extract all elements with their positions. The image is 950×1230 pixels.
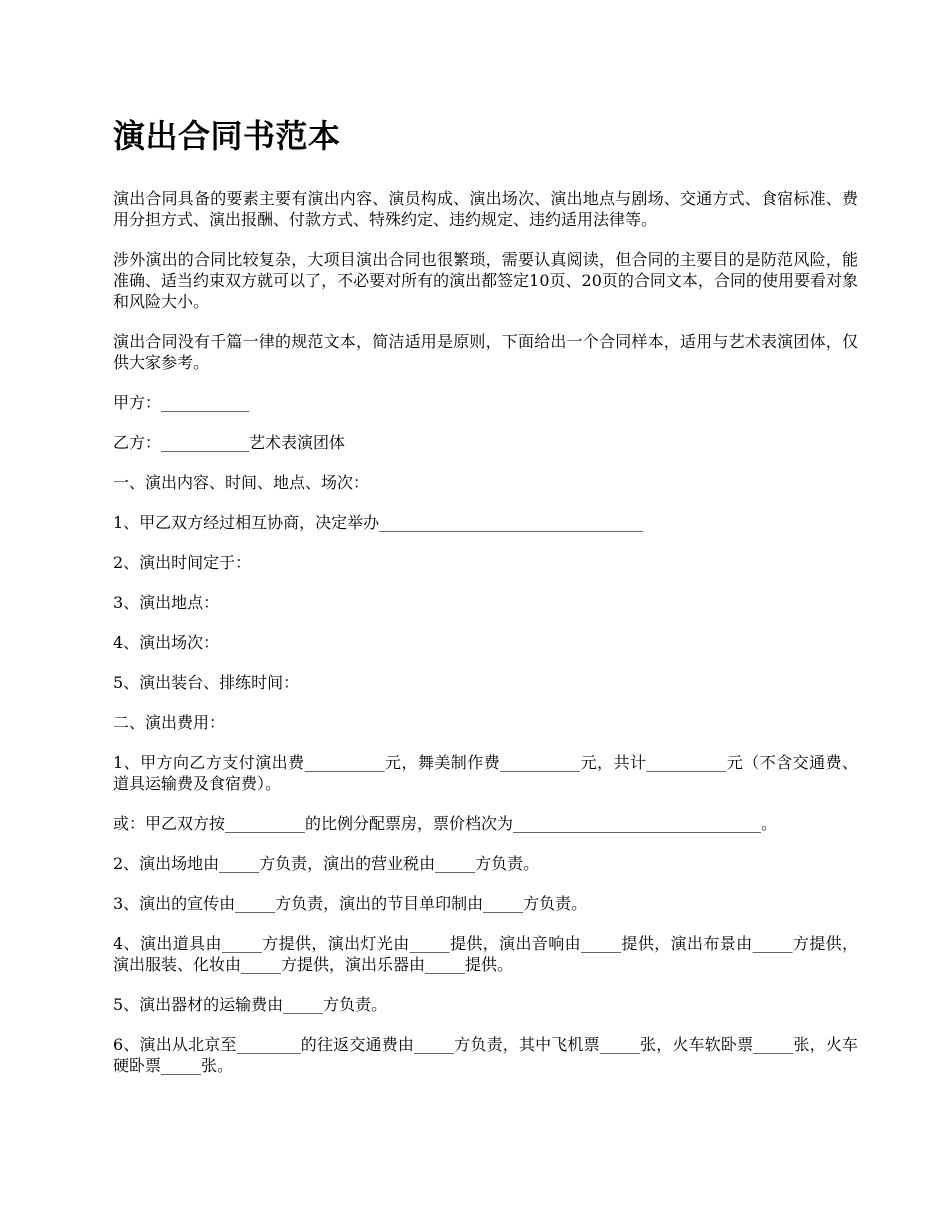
document-page [113, 112, 858, 1095]
clause-2-4: 4、演出道具由_____方提供，演出灯光由_____提供，演出音响由_____提供，演出布景由_____方提供，演出服装、化妆由_____方提供，演出乐器由_____提供。 [113, 934, 858, 974]
clause-2-1: 1、甲方向乙方支付演出费__________元，舞美制作费__________元，共计__________元（不含交通费、道具运输费及食宿费）。 [113, 753, 858, 793]
clause-1-2: 2、演出时间定于： [113, 553, 252, 572]
section-1-heading: 一、演出内容、时间、地点、场次： [113, 473, 370, 492]
clause-2-2: 2、演出场地由_____方负责，演出的营业税由_____方负责。 [113, 854, 540, 873]
section-2-heading: 二、演出费用： [113, 713, 226, 732]
intro-paragraph-3: 演出合同没有千篇一律的规范文本，简洁适用是原则，下面给出一个合同样本，适用与艺术表演团体，仅供大家参考。 [113, 332, 858, 372]
clause-1-1: 1、甲乙双方经过相互协商，决定举办_________________________________ [113, 513, 644, 532]
clause-1-3: 3、演出地点： [113, 593, 220, 612]
party-b-line: 乙方：___________艺术表演团体 [113, 433, 346, 452]
clause-1-4: 4、演出场次： [113, 633, 220, 652]
clause-2-3: 3、演出的宣传由_____方负责，演出的节目单印制由_____方负责。 [113, 894, 588, 913]
party-a-line: 甲方：___________ [113, 393, 250, 412]
intro-paragraph-2: 涉外演出的合同比较复杂，大项目演出合同也很繁琐，需要认真阅读，但合同的主要目的是防范风险，能准确、适当约束双方就可以了，不必要对所有的演出都签定10页、20页的合同文本，合同的使用要看对象和风险大小。 [113, 250, 858, 311]
clause-2-5: 5、演出器材的运输费由_____方负责。 [113, 995, 388, 1014]
document-title: 演出合同书范本 [113, 117, 341, 155]
clause-1-5: 5、演出装台、排练时间： [113, 673, 300, 692]
clause-2-1-alt: 或：甲乙双方按__________的比例分配票房，票价档次为_______________________________。 [113, 814, 778, 833]
clause-2-6: 6、演出从北京至________的往返交通费由_____方负责，其中飞机票_____张，火车软卧票_____张，火车硬卧票_____张。 [113, 1035, 858, 1075]
intro-paragraph-1: 演出合同具备的要素主要有演出内容、演员构成、演出场次、演出地点与剧场、交通方式、食宿标准、费用分担方式、演出报酬、付款方式、特殊约定、违约规定、违约适用法律等。 [113, 189, 858, 229]
